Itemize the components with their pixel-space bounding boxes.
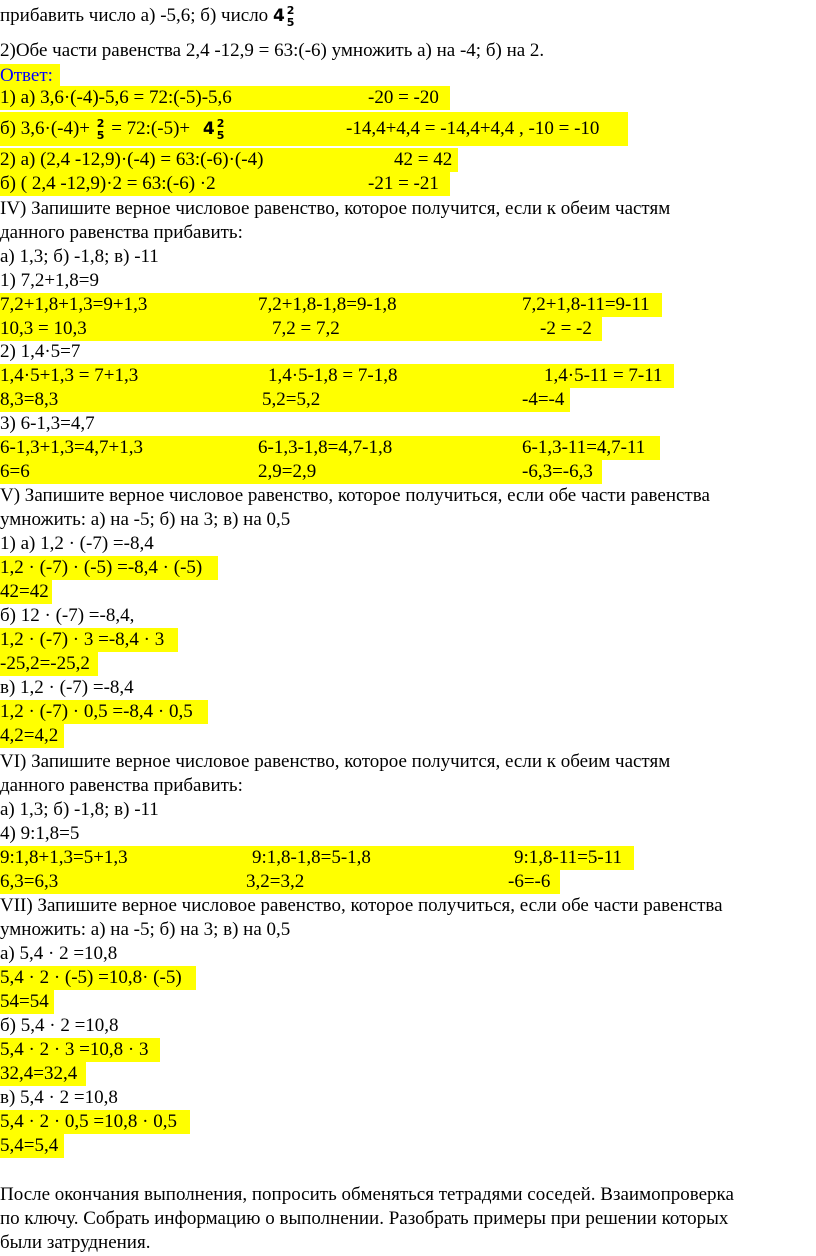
- mixed-number-fraction: 2 5: [286, 3, 295, 29]
- task5-title-line-2: умножить: а) на -5; б) на 3; в) на 0,5: [0, 509, 291, 530]
- task5-a-step: 1,2 · (-7) · (-5) =-8,4 · (-5): [0, 556, 218, 580]
- task4-title-line-1: IV) Запишите верное числовое равенство, которое получится, если к обеим частям: [0, 198, 671, 219]
- mixed-number-whole: 4: [272, 6, 285, 26]
- task4-example-2: 2) 1,4·5=7: [0, 341, 81, 362]
- task5-a-result: 42=42: [0, 580, 52, 604]
- task4-example-1-results: 10,3 = 10,3 7,2 = 7,2 -2 = -2: [0, 317, 602, 341]
- task5-c-step: 1,2 · (-7) · 0,5 =-8,4 · 0,5: [0, 700, 208, 724]
- task4-example-3: 3) 6-1,3=4,7: [0, 413, 95, 434]
- task5-a-given: 1) а) 1,2 · (-7) =-8,4: [0, 533, 154, 554]
- task4-example-3-results: 6=6 2,9=2,9 -6,3=-6,3: [0, 460, 602, 484]
- closing-line-1: После окончания выполнения, попросить обменяться тетрадями соседей. Взаимопроверка: [0, 1184, 734, 1205]
- task6-options: а) 1,3; б) -1,8; в) -11: [0, 799, 159, 820]
- answer-row-1a: 1) а) 3,6·(-4)-5,6 = 72:(-5)-5,6 -20 = -20: [0, 86, 450, 110]
- answer-row-1b: б) 3,6·(-4)+ 2 5 = 72:(-5)+ 4 2 5 -14,4+4,4 = -14,4+4,4 , -10 = -10: [0, 112, 628, 146]
- task4-example-1: 1) 7,2+1,8=9: [0, 270, 100, 291]
- task7-title-line-1: VII) Запишите верное числовое равенство, которое получиться, если обе части равенства: [0, 895, 723, 916]
- task7-a-given: а) 5,4 · 2 =10,8: [0, 943, 118, 964]
- task5-c-result: 4,2=4,2: [0, 724, 64, 748]
- task6-example-4: 4) 9:1,8=5: [0, 823, 80, 844]
- task7-title-line-2: умножить: а) на -5; б) на 3; в) на 0,5: [0, 919, 291, 940]
- intro-line-2: 2)Обе части равенства 2,4 -12,9 = 63:(-6) умножить а) на -4; б) на 2.: [0, 40, 545, 61]
- task7-a-result: 54=54: [0, 990, 54, 1014]
- closing-line-2: по ключу. Собрать информацию о выполнении. Разобрать примеры при решении которых: [0, 1208, 729, 1229]
- answer-row-2a: 2) а) (2,4 -12,9)·(-4) = 63:(-6)·(-4) 42 = 42: [0, 148, 458, 172]
- task6-example-4-steps: 9:1,8+1,3=5+1,3 9:1,8-1,8=5-1,8 9:1,8-11=5-11: [0, 846, 634, 870]
- task5-b-given: б) 12 · (-7) =-8,4,: [0, 605, 135, 626]
- intro-line-1: прибавить число а) -5,6; б) число 4 2 5: [0, 3, 295, 29]
- task7-c-result: 5,4=5,4: [0, 1134, 64, 1158]
- task7-c-given: в) 5,4 · 2 =10,8: [0, 1087, 118, 1108]
- task7-b-given: б) 5,4 · 2 =10,8: [0, 1015, 119, 1036]
- task4-title-line-2: данного равенства прибавить:: [0, 222, 243, 243]
- task4-example-2-steps: 1,4·5+1,3 = 7+1,3 1,4·5-1,8 = 7-1,8 1,4·5-11 = 7-11: [0, 364, 674, 388]
- task6-example-4-results: 6,3=6,3 3,2=3,2 -6=-6: [0, 870, 560, 894]
- fraction: 2 5: [96, 116, 105, 142]
- task5-b-result: -25,2=-25,2: [0, 652, 98, 676]
- task4-options: а) 1,3; б) -1,8; в) -11: [0, 246, 159, 267]
- task7-c-step: 5,4 · 2 · 0,5 =10,8 · 0,5: [0, 1110, 190, 1134]
- task4-example-3-steps: 6-1,3+1,3=4,7+1,3 6-1,3-1,8=4,7-1,8 6-1,3-11=4,7-11: [0, 436, 660, 460]
- task7-a-step: 5,4 · 2 · (-5) =10,8· (-5): [0, 966, 196, 990]
- answer-label: Ответ:: [0, 64, 60, 88]
- task5-title-line-1: V) Запишите верное числовое равенство, которое получиться, если обе части равенства: [0, 485, 710, 506]
- task7-b-result: 32,4=32,4: [0, 1062, 86, 1086]
- closing-line-3: были затруднения.: [0, 1232, 151, 1253]
- task7-b-step: 5,4 · 2 · 3 =10,8 · 3: [0, 1038, 160, 1062]
- task5-c-given: в) 1,2 · (-7) =-8,4: [0, 677, 134, 698]
- task6-title-line-1: VI) Запишите верное числовое равенство, которое получится, если к обеим частям: [0, 751, 671, 772]
- task5-b-step: 1,2 · (-7) · 3 =-8,4 · 3: [0, 628, 178, 652]
- task4-example-1-steps: 7,2+1,8+1,3=9+1,3 7,2+1,8-1,8=9-1,8 7,2+1,8-11=9-11: [0, 293, 662, 317]
- task6-title-line-2: данного равенства прибавить:: [0, 775, 243, 796]
- task4-example-2-results: 8,3=8,3 5,2=5,2 -4=-4: [0, 388, 570, 412]
- answer-row-2b: б) ( 2,4 -12,9)·2 = 63:(-6) ·2 -21 = -21: [0, 172, 450, 196]
